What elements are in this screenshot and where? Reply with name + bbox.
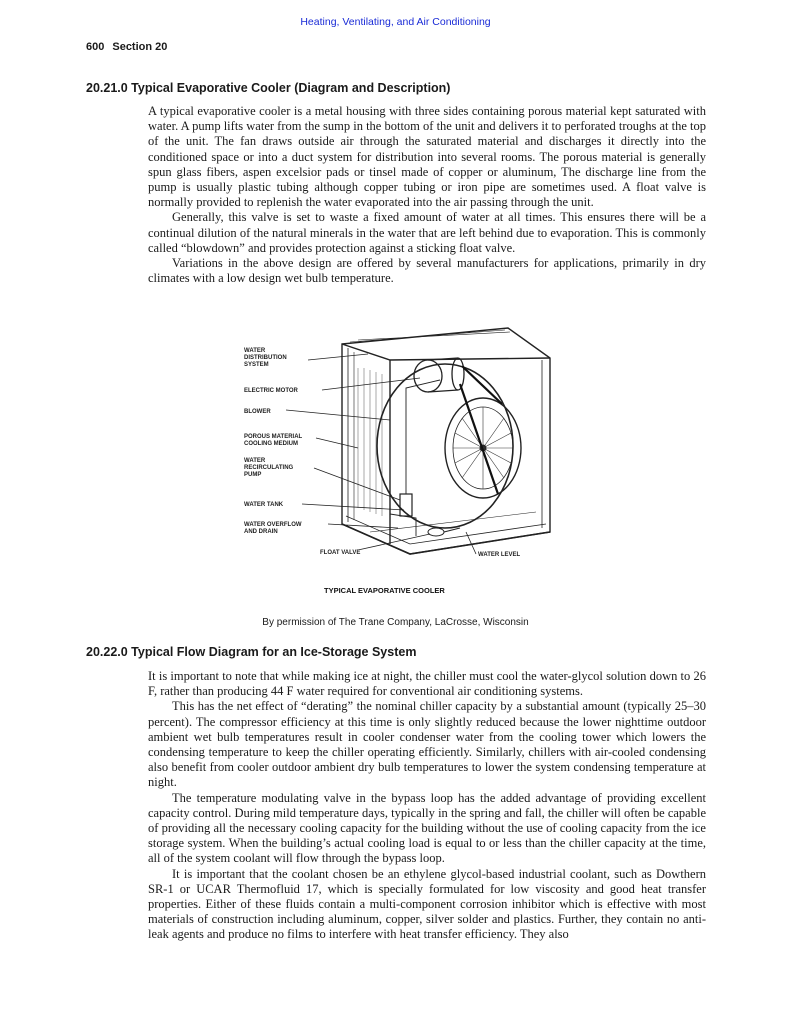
running-title: Heating, Ventilating, and Air Conditioning [300, 16, 491, 28]
section-heading-ice-storage: 20.22.0 Typical Flow Diagram for an Ice-Storage System [86, 645, 417, 659]
paragraph: This has the net effect of “derating” the nominal chiller capacity by a substantial amount (typically 25–30 percent). The compressor efficiency at this time is only slightly reduced because the lower nighttime outdoor ambient wet bulb temperatures result in cooler condenser water from the cooling tower which lowers the condensing temperature to keep the chiller operating efficiently. Similarly, chillers with air-cooled condensing also benefit from cooler outdoor ambient dry bulb temperatures to lower the system condensing temperature at night. [148, 699, 706, 790]
label-pump-2: RECIRCULATING [244, 465, 294, 471]
label-water-distribution-1: WATER [244, 348, 266, 354]
label-float-valve: FLOAT VALVE [320, 550, 361, 556]
porous-pad-hatching [358, 368, 382, 516]
label-pump-1: WATER [244, 458, 266, 464]
section-heading-evaporative-cooler: 20.21.0 Typical Evaporative Cooler (Diagram and Description) [86, 81, 451, 95]
label-blower: BLOWER [244, 409, 271, 415]
evaporative-cooler-diagram [240, 318, 560, 600]
paragraph: A typical evaporative cooler is a metal housing with three sides containing porous material kept saturated with water. A pump lifts water from the sump in the bottom of the unit and delivers it to perforated troughs at the top of the unit. The fan draws outside air through the saturated material and discharges it directly into the conditioned space or into a duct system for distribution into several rooms. The porous material is generally spun glass fibers, aspen excelsior pads or tinsel made of copper or aluminum, The discharge line from the pump is usually plastic tubing although copper tubing or iron pipe are sometimes used. A float valve is normally provided to replenish the water evaporated into the air passing through the unit. [148, 104, 706, 210]
label-overflow-1: WATER OVERFLOW [244, 522, 302, 528]
label-water-tank: WATER TANK [244, 502, 284, 508]
paragraph: Generally, this valve is set to waste a fixed amount of water at all times. This ensures there will be a continual dilution of the natural minerals in the water that are left behind due to evaporation. This is commonly called “blowdown” and provides protection against a sticking float valve. [148, 210, 706, 255]
section-label: Section 20 [112, 41, 168, 53]
section-2-body [148, 669, 706, 943]
page-number: 600 [86, 41, 105, 53]
paragraph: Variations in the above design are offered by several manufacturers for applications, primarily in dry climates with a low design wet bulb temperature. [148, 256, 706, 286]
figure-caption: TYPICAL EVAPORATIVE COOLER [324, 586, 445, 595]
label-overflow-2: AND DRAIN [244, 529, 278, 535]
electric-motor [414, 358, 464, 392]
float-valve [428, 528, 460, 536]
label-water-distribution-2: DISTRIBUTION [244, 355, 287, 361]
label-electric-motor: ELECTRIC MOTOR [244, 388, 298, 394]
figure-credit: By permission of The Trane Company, LaCrosse, Wisconsin [262, 617, 529, 628]
paragraph: It is important to note that while making ice at night, the chiller must cool the water-glycol solution down to 26 F, rather than producing 44 F water required for conventional air conditioning systems. [148, 669, 706, 699]
label-water-distribution-3: SYSTEM [244, 362, 269, 368]
label-water-level: WATER LEVEL [478, 552, 521, 558]
label-pump-3: PUMP [244, 472, 262, 478]
paragraph: The temperature modulating valve in the bypass loop has the added advantage of providing excellent capacity control. During mild temperature days, typically in the spring and fall, the chiller will often be capable of providing all the necessary cooling capacity for the building without the use of cooling capacity from the ice storage system. When the building’s actual cooling load is equal to or less than the chiller capacity at the time, all of the system coolant will flow through the bypass loop. [148, 790, 706, 866]
paragraph: It is important that the coolant chosen be an ethylene glycol-based industrial coolant, such as Dowthern SR-1 or UCAR Thermofluid 17, which is specially formulated for low viscosity and good heat transfer properties. Either of these fluids contain a multi-component corrosion inhibitor which is effective with most materials of construction including aluminum, copper, silver solder and plastics. Further, they contain no anti-leak agents and produce no films to interfere with heat transfer efficiency. They also [148, 866, 706, 942]
page-folio [86, 41, 167, 53]
callout-leaders [286, 354, 476, 554]
blower-assembly [377, 364, 521, 528]
recirculating-pump [390, 380, 440, 536]
label-porous-material-2: COOLING MEDIUM [244, 441, 298, 447]
label-porous-material-1: POROUS MATERIAL [244, 434, 303, 440]
section-1-body [148, 104, 706, 286]
